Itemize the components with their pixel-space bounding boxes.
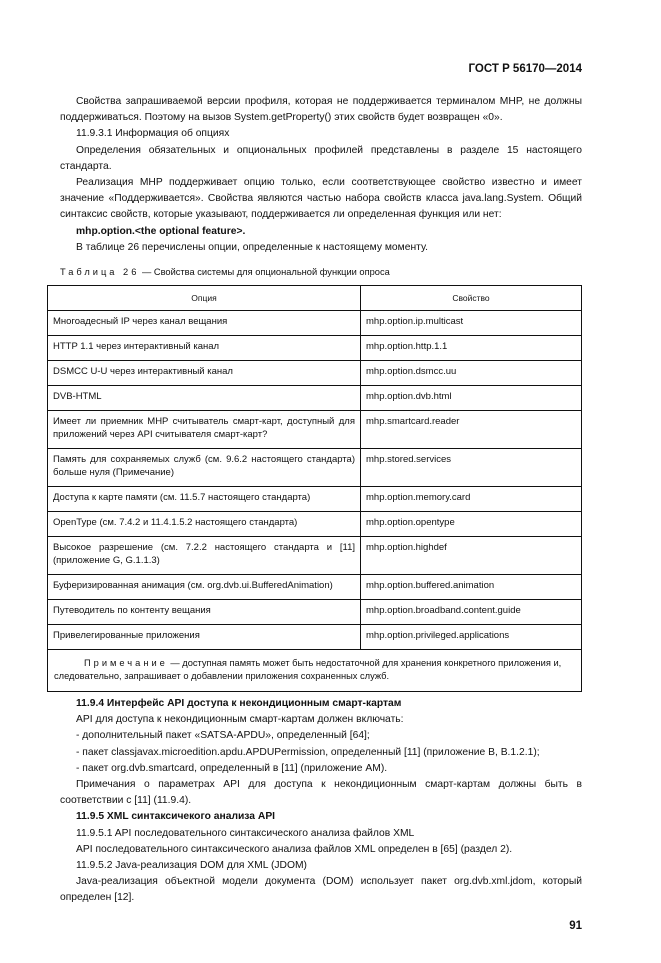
- options-table: [47, 285, 582, 692]
- paragraph: API последовательного синтаксического анализа файлов XML определен в [65] (раздел 2).: [76, 843, 513, 855]
- paragraph: Свойства запрашиваемой версии профиля, которая не поддерживается терминалом MHP, не должны поддерживаться. Поэтому на вызов System.getProperty() этих свойств будет возвращен «0».: [60, 96, 582, 124]
- table-row: [48, 449, 582, 487]
- section-heading: 11.9.5 XML синтаксичекого анализа API: [76, 811, 276, 823]
- document-header: ГОСТ Р 56170—2014: [468, 63, 582, 75]
- paragraph: Примечания о параметрах API для доступа к некондиционным смарт-картам должны быть в соответствии с [11] (11.9.4).: [60, 779, 582, 807]
- table-row: [48, 336, 582, 361]
- property-cell: mhp.option.dsmcc.uu: [361, 361, 582, 386]
- paragraph: - пакет classjavax.microedition.apdu.APDUPermission, определенный [11] (приложение B, B.1.2.1);: [76, 746, 540, 758]
- paragraph: 11.9.5.1 API последовательного синтаксического анализа файлов XML: [76, 827, 415, 839]
- table-row: [48, 600, 582, 625]
- paragraph: Java-реализация объектной модели документа (DOM) использует пакет org.dvb.xml.jdom, который определен [12].: [60, 876, 582, 904]
- table-row: [48, 361, 582, 386]
- option-cell: OpenType (см. 7.4.2 и 11.4.1.5.2 настоящего стандарта): [48, 512, 361, 537]
- option-cell: Многоадесный IP через канал вещания: [48, 311, 361, 336]
- option-cell: Доступа к карте памяти (см. 11.5.7 настоящего стандарта): [48, 487, 361, 512]
- paragraph: - дополнительный пакет «SATSA-APDU», определенный [64];: [76, 730, 370, 742]
- note-text: — доступная память может быть недостаточной для хранения конкретного приложения и, следовательно, запрашивает о добавлении приложения сохраненных служб.: [54, 658, 562, 681]
- caption-label: Таблица 26: [60, 267, 140, 278]
- column-header: Свойство: [361, 286, 582, 311]
- option-cell: Привелегированные приложения: [48, 625, 361, 650]
- table-caption: [60, 266, 582, 279]
- property-cell: mhp.option.memory.card: [361, 487, 582, 512]
- table-row: [48, 537, 582, 575]
- property-cell: mhp.option.opentype: [361, 512, 582, 537]
- property-cell: mhp.option.dvb.html: [361, 386, 582, 411]
- option-cell: DVB-HTML: [48, 386, 361, 411]
- option-cell: Имеет ли приемник MHP считыватель смарт-карт, доступный для приложений через API считывателя смарт-карт?: [48, 411, 361, 449]
- property-cell: mhp.option.http.1.1: [361, 336, 582, 361]
- table-row: [48, 625, 582, 650]
- note-label: Примечание: [84, 658, 168, 669]
- option-cell: Высокое разрешение (см. 7.2.2 настоящего стандарта и [11] (приложение G, G.1.1.3): [48, 537, 361, 575]
- table-row: [48, 311, 582, 336]
- option-cell: DSMCC U-U через интерактивный канал: [48, 361, 361, 386]
- subsection-heading: 11.9.3.1 Информация об опциях: [76, 128, 230, 140]
- table-row: [48, 487, 582, 512]
- option-cell: Путеводитель по контенту вещания: [48, 600, 361, 625]
- table-row: [48, 575, 582, 600]
- syntax-line: mhp.option.<the optional feature>.: [76, 225, 246, 237]
- option-cell: Буферизированная анимация (см. org.dvb.ui.BufferedAnimation): [48, 575, 361, 600]
- property-cell: mhp.smartcard.reader: [361, 411, 582, 449]
- property-cell: mhp.stored.services: [361, 449, 582, 487]
- property-cell: mhp.option.highdef: [361, 537, 582, 575]
- table-row: [48, 386, 582, 411]
- table-row: [48, 512, 582, 537]
- paragraph: - пакет org.dvb.smartcard, определенный в [11] (приложение AM).: [76, 762, 388, 774]
- section-heading: 11.9.4 Интерфейс API доступа к некондиционным смарт-картам: [76, 698, 402, 710]
- table-row: [48, 411, 582, 449]
- option-cell: HTTP 1.1 через интерактивный канал: [48, 336, 361, 361]
- property-cell: mhp.option.privileged.applications: [361, 625, 582, 650]
- paragraph: API для доступа к некондиционным смарт-картам должен включать:: [76, 714, 404, 726]
- property-cell: mhp.option.ip.multicast: [361, 311, 582, 336]
- intro-text: [60, 94, 582, 256]
- paragraph: В таблице 26 перечислены опции, определенные к настоящему моменту.: [76, 241, 428, 253]
- column-header: Опция: [48, 286, 361, 311]
- caption-text: — Свойства системы для опциональной функции опроса: [139, 267, 390, 278]
- option-cell: Память для сохраняемых служб (см. 9.6.2 настоящего стандарта) больше нуля (Примечание): [48, 449, 361, 487]
- table-note-row: [48, 650, 582, 692]
- paragraph: Определения обязательных и опциональных профилей представлены в разделе 15 настоящего стандарта.: [60, 144, 582, 172]
- property-cell: mhp.option.broadband.content.guide: [361, 600, 582, 625]
- table-note: [48, 650, 582, 692]
- property-cell: mhp.option.buffered.animation: [361, 575, 582, 600]
- after-text: [60, 696, 582, 907]
- paragraph: Реализация MHP поддерживает опцию только, если соответствующее свойство известно и имеет значение «Поддерживается». Свойства являются частью набора свойств класса java.lang.System. Общий синтаксис свойств, которые указывают, поддерживается ли определенная функция или нет:: [60, 177, 582, 221]
- paragraph: 11.9.5.2 Java-реализация DOM для XML (JDOM): [76, 860, 307, 872]
- page-number: 91: [569, 919, 582, 932]
